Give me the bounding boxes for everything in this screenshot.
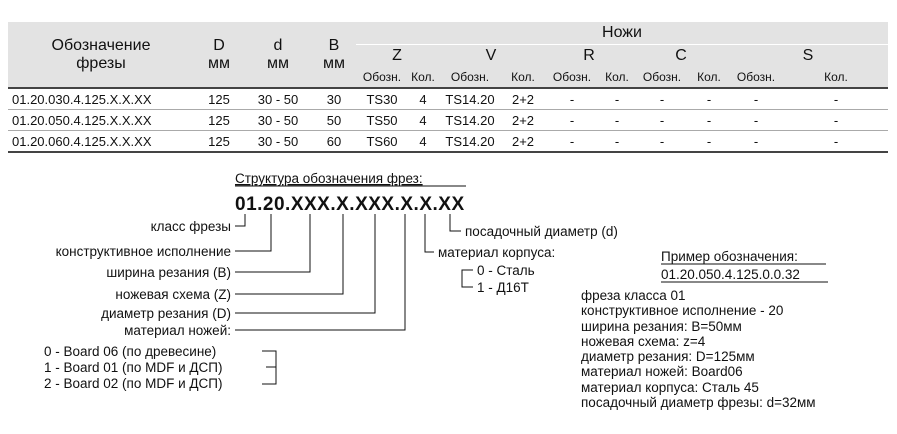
table-cell: 30 (312, 88, 356, 110)
example-description (581, 288, 816, 410)
label-class: класс фрезы (150, 219, 231, 234)
header-d-label: d (273, 36, 283, 54)
table-cell: - (600, 88, 634, 110)
body-material-1: 1 - Д16Т (477, 280, 529, 295)
header-group-C: C (634, 45, 728, 68)
header-B-unit: мм (323, 54, 345, 72)
header-d-unit: мм (267, 54, 289, 72)
label-knife-material: материал ножей: (124, 323, 231, 338)
connector-diameter (235, 214, 375, 313)
table-cell: - (728, 131, 784, 153)
connector-construction (235, 214, 271, 251)
header-D-unit: мм (208, 54, 230, 72)
table-cell: - (728, 88, 784, 110)
table-cell: TS30 (356, 88, 408, 110)
table-cell: 30 - 50 (244, 110, 312, 131)
table-cell: TS60 (356, 131, 408, 153)
connector-knife-scheme (235, 214, 343, 294)
table-cell: 2+2 (502, 110, 544, 131)
table-cell: - (784, 88, 888, 110)
table-cell: 01.20.030.4.125.X.X.XX (8, 88, 194, 110)
example-title: Пример обозначения: (661, 249, 798, 264)
table-cell: - (544, 131, 600, 153)
header-s-count: Кол. (784, 67, 888, 88)
header-r-count: Кол. (600, 67, 634, 88)
knife-material-0: 0 - Board 06 (по древесине) (44, 344, 217, 359)
table-cell: TS50 (356, 110, 408, 131)
header-z-count: Кол. (408, 67, 438, 88)
example-line: ширина резания: B=50мм (581, 318, 742, 334)
header-knives: Ножи (356, 22, 888, 45)
table-cell: 2+2 (502, 88, 544, 110)
table-cell: - (600, 110, 634, 131)
example-line: конструктивное исполнение - 20 (581, 303, 784, 319)
table-cell: - (784, 131, 888, 153)
label-knife-scheme: ножевая схема (Z) (115, 287, 231, 302)
header-group-S: S (728, 45, 888, 68)
table-cell: TS14.20 (438, 88, 502, 110)
table-cell: 125 (194, 110, 244, 131)
label-bore-diameter: посадочный диаметр (d) (465, 224, 618, 239)
header-r-designation: Обозн. (544, 67, 600, 88)
header-D-label: D (213, 36, 225, 54)
table-cell: - (544, 88, 600, 110)
header-v-designation: Обозн. (438, 67, 502, 88)
connector-bore (450, 214, 461, 231)
example-line: посадочный диаметр фрезы: d=32мм (581, 395, 816, 411)
example-line: материал ножей: Board06 (581, 364, 743, 380)
header-c-designation: Обозн. (634, 67, 690, 88)
label-diameter: диаметр резания (D) (101, 306, 231, 321)
header-B-label: B (328, 36, 340, 54)
label-width: ширина резания (B) (106, 265, 231, 280)
example-line: ножевая схема: z=4 (581, 333, 706, 349)
table-cell: - (544, 110, 600, 131)
knife-material-1: 1 - Board 01 (по MDF и ДСП) (44, 360, 223, 375)
table-cell: 4 (408, 110, 438, 131)
table-cell: 30 - 50 (244, 88, 312, 110)
table-cell: TS14.20 (438, 131, 502, 153)
table-cell: 2+2 (502, 131, 544, 153)
example-line: диаметр резания: D=125мм (581, 349, 755, 365)
header-v-count: Кол. (502, 67, 544, 88)
body-material-0: 0 - Сталь (477, 263, 535, 278)
table-cell: - (690, 88, 728, 110)
table-cell: 4 (408, 88, 438, 110)
table-cell: 01.20.060.4.125.X.X.XX (8, 131, 194, 153)
structure-code: 01.20.XXX.X.XXX.X.X.XX (235, 194, 465, 215)
table-cell: - (600, 131, 634, 153)
table-cell: - (690, 110, 728, 131)
example-code: 01.20.050.4.125.0.0.32 (661, 267, 800, 282)
connector-body (425, 214, 434, 252)
bracket-knife-materials (262, 351, 276, 384)
connector-lines (235, 214, 473, 384)
structure-title: Структура обозначения фрез: (235, 171, 423, 186)
knife-material-2: 2 - Board 02 (по MDF и ДСП) (44, 376, 223, 391)
table-cell: 30 - 50 (244, 131, 312, 153)
connector-class (235, 214, 245, 226)
header-s-designation: Обозн. (728, 67, 784, 88)
table-cell: - (634, 110, 690, 131)
label-construction: конструктивное исполнение (55, 244, 231, 259)
table-cell: 50 (312, 110, 356, 131)
table-cell: - (634, 88, 690, 110)
example-line: материал корпуса: Сталь 45 (581, 379, 759, 395)
header-z-designation: Обозн. (356, 67, 408, 88)
table-cell: 60 (312, 131, 356, 153)
header-group-V: V (438, 45, 544, 68)
table-cell: 01.20.050.4.125.X.X.XX (8, 110, 194, 131)
table-cell: - (690, 131, 728, 153)
header-designation-line1: Обозначение (51, 36, 151, 54)
example-line: фреза класса 01 (581, 288, 686, 303)
table-cell: 4 (408, 131, 438, 153)
label-body-material: материал корпуса: (438, 245, 556, 260)
header-group-Z: Z (356, 45, 438, 68)
table-cell: - (728, 110, 784, 131)
bracket-body-materials (462, 270, 473, 287)
connector-width (235, 214, 310, 272)
table-cell: TS14.20 (438, 110, 502, 131)
table-cell: - (784, 110, 888, 131)
table-cell: 125 (194, 88, 244, 110)
header-designation-line2: фрезы (76, 54, 126, 72)
table-cell: - (634, 131, 690, 153)
table-cell: 125 (194, 131, 244, 153)
header-group-R: R (544, 45, 634, 68)
header-c-count: Кол. (690, 67, 728, 88)
